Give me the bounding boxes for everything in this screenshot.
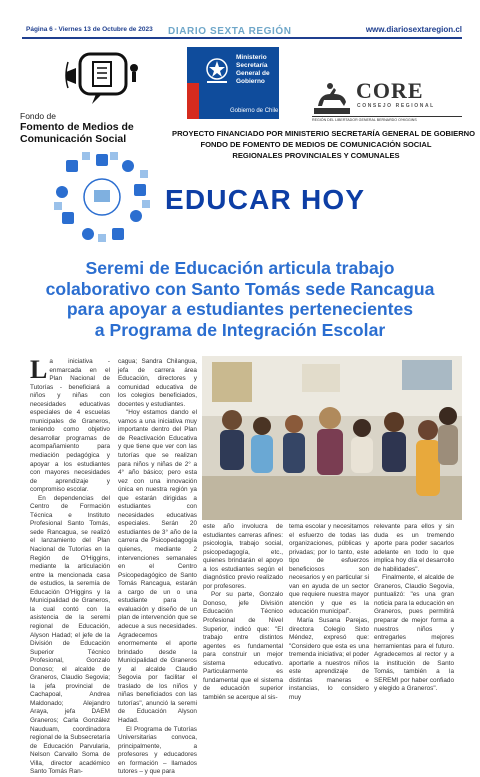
headline-line: para apoyar a estudiantes pertenecientes <box>66 299 414 319</box>
paragraph: relevante para ellos y sin duda es un tremendo aporte para poder sacarlos adelante en todo lo que implica hoy día el desarrollo de habilidades". <box>374 523 454 573</box>
project-line: REGIONALES PROVINCIALES Y COMUNALES <box>232 151 400 160</box>
core-region: REGIÓN DEL LIBERTADOR GENERAL BERNARDO O'HIGGINS <box>312 116 462 122</box>
core-wordmark: CORE <box>356 78 424 103</box>
project-funding <box>172 128 476 161</box>
group-photo-children <box>202 356 462 520</box>
education-icons-wheel <box>52 150 152 244</box>
newspaper-name: DIARIO SEXTA REGIÓN <box>168 26 292 37</box>
megaphone-document-icon <box>62 52 144 110</box>
article-column-3 <box>203 523 283 702</box>
headline-line: Seremi de Educación articula trabajo <box>85 258 395 278</box>
core-subtitle: CONSEJO REGIONAL <box>357 103 435 109</box>
equestrian-statue-icon <box>310 80 354 116</box>
paragraph: tema escolar y necesitamos el esfuerzo de todas las organizaciones, públicas y privadas; por lo tanto, este tipo de esfuerzos beneficiosos son necesarios y en particular si van en ayuda de un sector que requiere nuestra mayor atención y que es la educación municipal". <box>289 523 369 616</box>
gobierno-name: Ministerio Secretaría General de Gobierno <box>236 54 270 85</box>
fondo-title-line2: Comunicación Social <box>20 133 127 145</box>
paragraph: "Hoy estamos dando el vamos a una iniciativa muy importante dentro del Plan de Reactivación Educativa y que tiene que ver con las tutorías que se realizan para niños y niñas de 2° a 4° año básico; pero esta vez con una innovación única en nuestra región ya que estarán dirigidas a estudiantes con necesidades educativas especiales. Serán 20 estudiantes de 3° año de la carrera de Psicopedagogía quienes, mediante 2 intervenciones semanales en el Centro Psicopedagógico de Santo Tomás Rancagua, estarán a cargo de un o una estudiante para la evaluación y diseño de un plan de intervención que se adecue a sus necesidades. Agradecemos enormemente el aporte brindado desde la Municipalidad de Graneros y al alcalde Claudio Segovia por facilitar el traslado de los niños y niñas beneficiados con las tutorías", anunció la seremi de Educación Alyson Hadad. <box>118 409 197 724</box>
article-column-1 <box>30 355 110 777</box>
project-line: PROYECTO FINANCIADO POR MINISTERIO SECRETARÍA GENERAL DE GOBIERNO <box>172 129 476 138</box>
paragraph: Finalmente, el alcalde de Graneros, Claudio Segovia, puntualizó: "es una gran noticia para la educación en Graneros, pues permitirá preparar de mejor forma a nuestros niños y entregarles mejores herramientas para el futuro. Agradecemos al rector y a la institución de Santo Tomás, también a la SEREMI por haber confiado y elegido a Graneros". <box>374 574 454 693</box>
website-link[interactable]: www.diariosextaregion.cl <box>365 25 462 34</box>
paragraph: a iniciativa - enmarcada en el Plan Nacional de Tutorías - beneficiará a niños y niñas con necesidades educativas especiales de 4 escuelas municipales de Graneros, teniendo como objetivo desarrollar programas de acompañamiento para mediación pedagógica y apoyar a los estudiantes con mayores necesidades de aprendizaje y compromiso escolar. <box>30 358 110 494</box>
fondo-title-line1: Fomento de Medios de <box>20 121 134 133</box>
paragraph: cagua; Sandra Chilangua, jefa de carrera área Educación, directores y comunidad educativa de los colegios beneficiados, docentes y estudiantes. <box>118 358 197 408</box>
page-info: Página 6 - Viernes 13 de Octubre de 2023 <box>26 26 153 33</box>
article-column-5 <box>374 523 454 694</box>
chile-coat-of-arms-icon <box>199 47 235 103</box>
project-line: FONDO DE FOMENTO DE MEDIOS DE COMUNICACIÓN SOCIAL <box>200 140 432 149</box>
article-column-2 <box>118 358 197 777</box>
paragraph: Por su parte, Gonzalo Donoso, jefe División Educación Técnico Profesional de Nivel Superior, indicó que: "El trabajo entre distintos agentes es fundamental para construir un mejor sistema educativo. Particularmente es fundamental que el sistema de educación superior también se acerque al sis- <box>203 591 283 701</box>
paragraph: María Susana Parejas, directora Colegio Sixto Méndez, expresó que: "Considero que esta es una tremenda iniciativa; el poder aportarle a nuestros niños este aprendizaje de distintas maneras e instancias, lo considero muy <box>289 617 369 701</box>
page-header <box>0 0 480 48</box>
paragraph: En dependencias del Centro de Formación Técnica e Instituto Profesional Santo Tomás, sede Rancagua, se realizó el lanzamiento del Plan Nacional de Tutorías en la Región de O'Higgins, mediante la articulación entre la mencionada casa de estudios, la seremía de Educación O'Higgins y la Municipalidad de Graneros, la cual contó con la asistencia de la seremi regional de Educación, Alyson Hadad; el jefe de la División de Educación Superior Técnico Profesional, Gonzalo Donoso; el alcalde de Graneros, Claudio Segovia; la jefa provincial de Cachapoal, Andrea Maldonado; Alejandro Araya, jefa DAEM Graneros; Carla González Nauduam, coordinadora regional de la Subsecretaría de Educación Parvularia, Nelson Carvallo Soma de Villa, director académico Santo Tomás Ran- <box>30 494 110 776</box>
article-headline <box>30 258 450 340</box>
chile-flag-stripes <box>187 47 199 119</box>
gobierno-footer: Gobierno de Chile <box>230 108 279 114</box>
paragraph: este año involucra de estudiantes carreras afines: psicología, trabajo social, psicopedagogía, etc., quienes brindarán el apoyo a los estudiantes según el diagnóstico previo realizado por profesores. <box>203 523 283 590</box>
headline-line: colaborativo con Santo Tomás sede Rancagua <box>45 278 435 299</box>
drop-cap: L <box>30 355 48 384</box>
header-rule <box>22 37 462 39</box>
fondo-pre-label: Fondo de <box>20 111 56 121</box>
paragraph: El Programa de Tutorías Universitarias convoca, principalmente, a profesores y educadores en formación – llamados tutores – y que para <box>118 725 197 776</box>
article-column-4 <box>289 523 369 702</box>
section-title: EDUCAR HOY <box>165 184 366 215</box>
headline-line: a Programa de Integración Escolar <box>94 319 386 340</box>
